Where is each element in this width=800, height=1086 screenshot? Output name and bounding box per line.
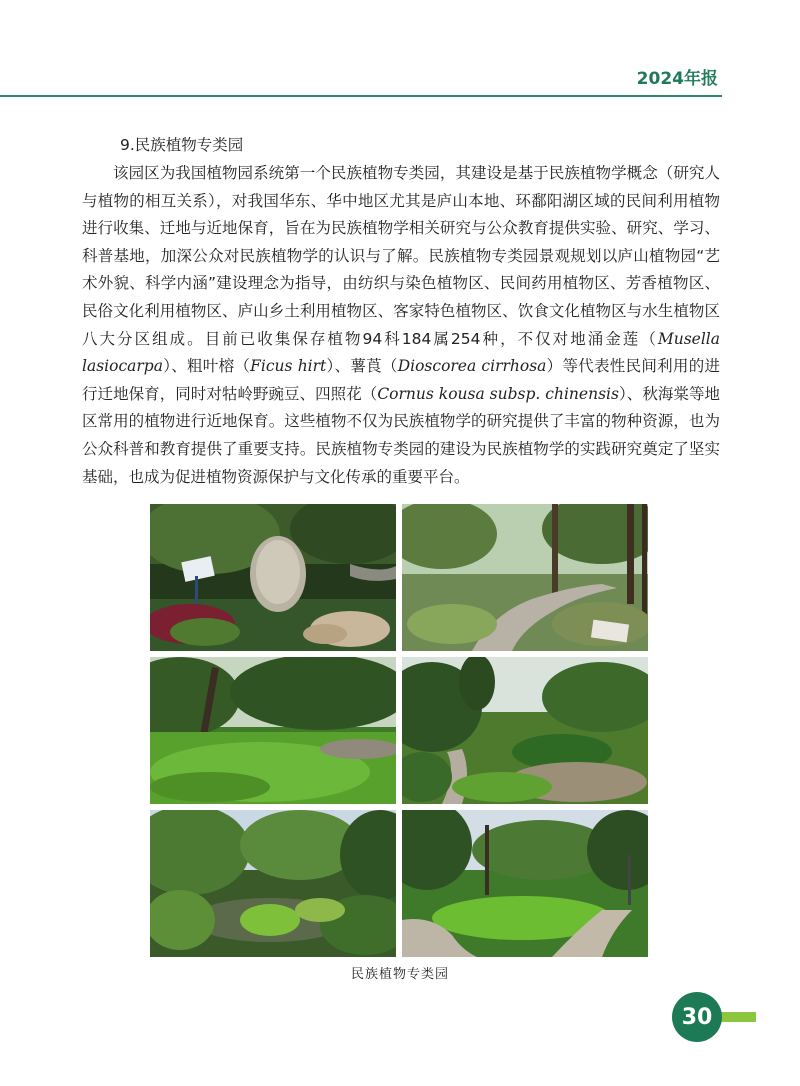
garden-photo-5 xyxy=(150,810,396,957)
text-run-5: ）、秋海棠等地区常用的植物进行近地保育。这些植物不仅为民族植物学的研究提供了丰富的物种资源，也为公众科普和教育提供了重要支持。民族植物专类园的建设为民族植物学的实践研究奠定了坚实基础，也成为促进植物资源保护与文化传承的重要平台。 xyxy=(82,384,720,486)
body-paragraph xyxy=(82,160,720,491)
garden-photo-2 xyxy=(402,504,648,651)
report-year-title: 2024年报 xyxy=(636,69,718,89)
text-run-2: ）、粗叶榕（ xyxy=(162,357,251,376)
header-divider xyxy=(0,95,722,97)
garden-photo-3 xyxy=(150,657,396,804)
garden-photo-1 xyxy=(150,504,396,651)
page-number-bar xyxy=(716,1012,756,1022)
latin-name-musella: Musella lasiocarpa xyxy=(82,329,720,376)
photo-caption: 民族植物专类园 xyxy=(350,967,449,982)
latin-name-dioscorea: Dioscorea cirrhosa xyxy=(397,357,547,376)
text-run-3: ）、薯莨（ xyxy=(326,357,398,376)
page-number: 30 xyxy=(672,992,722,1042)
garden-photo-6 xyxy=(402,810,648,957)
latin-name-ficus: Ficus hirt xyxy=(250,357,327,376)
section-heading: 9.民族植物专类园 xyxy=(120,136,244,154)
paragraph-text xyxy=(82,160,720,491)
text-run-1: 该园区为我国植物园系统第一个民族植物专类园，其建设是基于民族植物学概念（研究人与植物的相互关系），对我国华东、华中地区尤其是庐山本地、环鄱阳湖区域的民间利用植物进行收集、迁地与近地保育，旨在为民族植物学相关研究与公众教育提供实验、研究、学习、科普基地，加深公众对民族植物学的认识与了解。民族植物专类园景观规划以庐山植物园“艺术外貌、科学内涵”建设理念为指导，由纺织与染色植物区、民间药用植物区、芳香植物区、民俗文化利用植物区、庐山乡土利用植物区、客家特色植物区、饮食文化植物区与水生植物区八大分区组成。目前已收集保存植物94科184属254种，不仅对地涌金莲（ xyxy=(82,164,720,348)
latin-name-cornus: Cornus kousa subsp. chinensis xyxy=(377,384,619,403)
garden-photo-4 xyxy=(402,657,648,804)
text-run-4: ）等代表性民间利用的进行迁地保育，同时对牯岭野豌豆、四照花（ xyxy=(82,357,720,403)
